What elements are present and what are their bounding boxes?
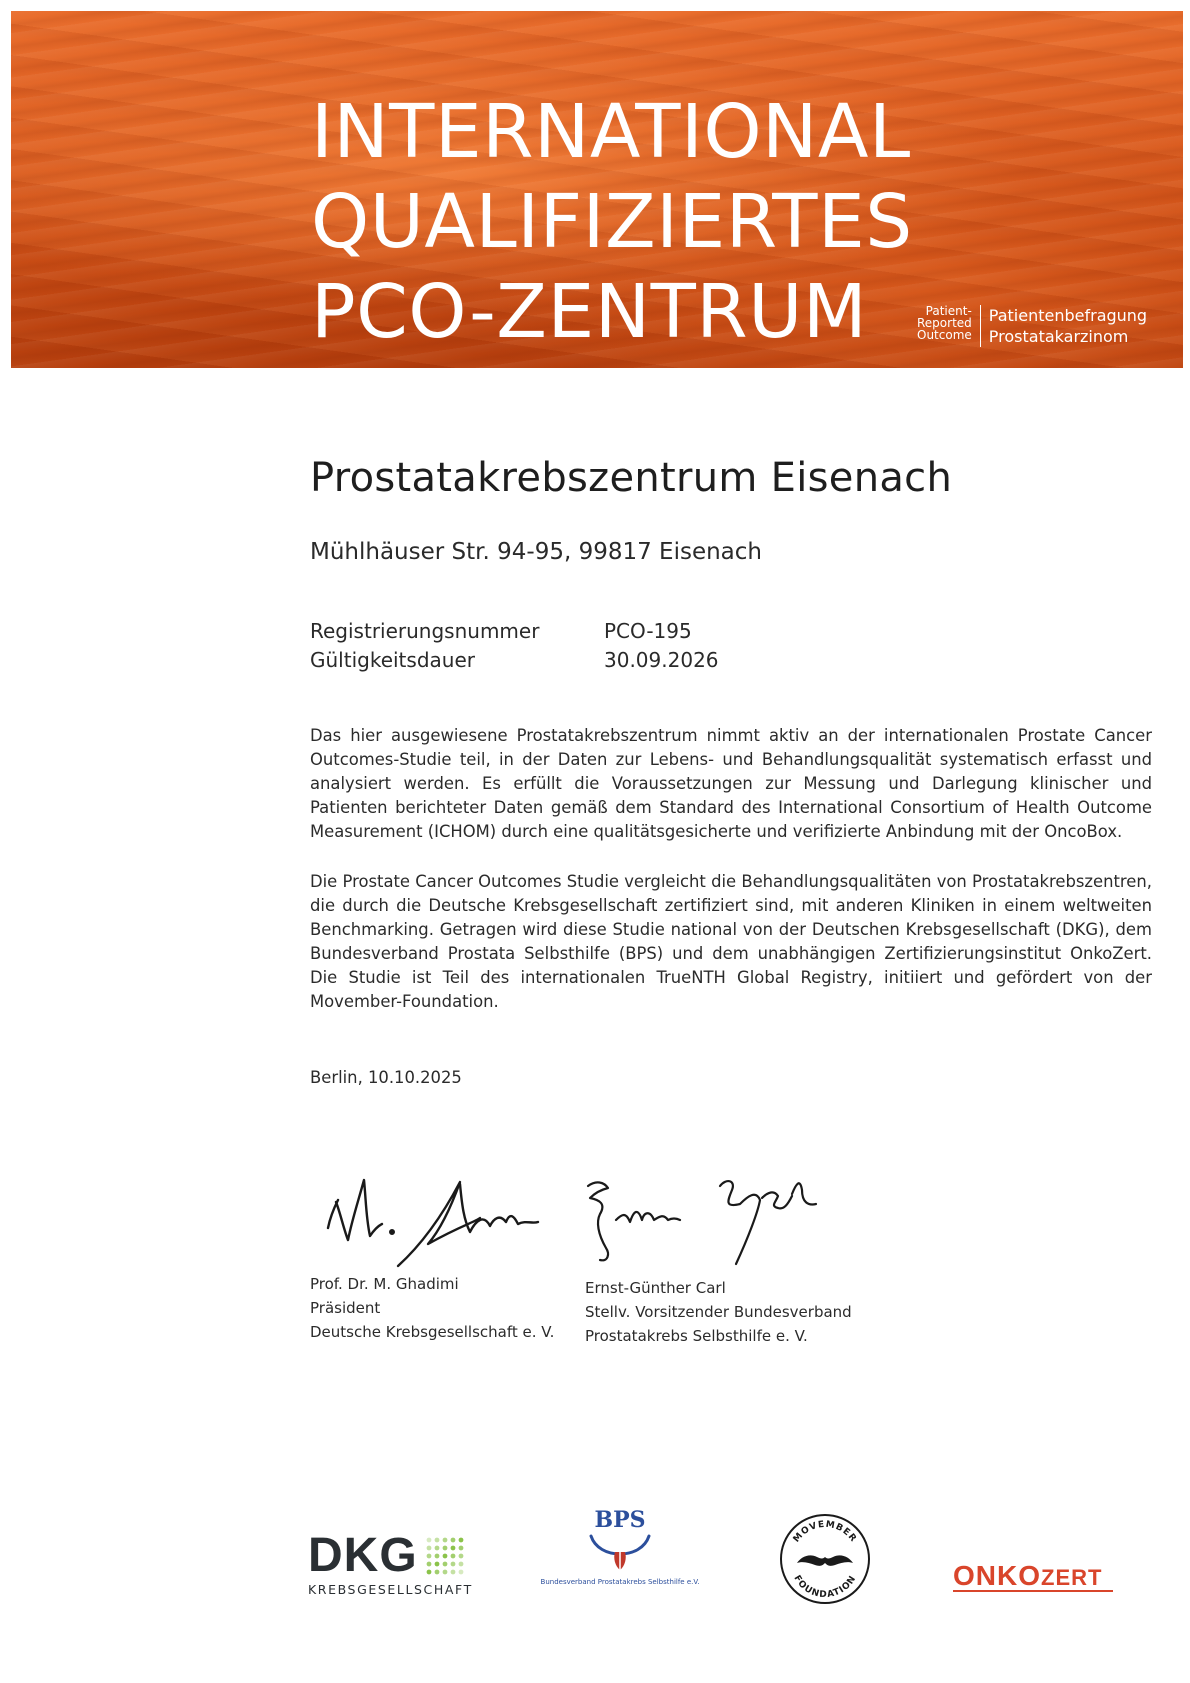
pro-mark	[917, 305, 1147, 347]
movember-foundation-logo	[779, 1513, 871, 1605]
center-name: Prostatakrebszentrum Eisenach	[310, 455, 953, 501]
movember-logo-top-text: MOVEMBER	[791, 1519, 859, 1545]
signatory-2-name: Ernst-Günther Carl	[585, 1279, 726, 1297]
title-line-3: PCO-ZENTRUM	[311, 269, 868, 355]
signature-carl	[588, 1181, 816, 1264]
header-banner	[11, 11, 1183, 368]
pro-mark-right	[981, 305, 1147, 347]
dkg-logo	[308, 1529, 473, 1597]
signatory-1-org: Deutsche Krebsgesellschaft e. V.	[310, 1323, 555, 1341]
pro-mark-left-line-3: Outcome	[917, 328, 972, 342]
registration-table	[310, 619, 910, 677]
signatory-1-name: Prof. Dr. M. Ghadimi	[310, 1275, 459, 1293]
certificate-title	[311, 87, 913, 357]
bps-emblem-icon	[585, 1532, 655, 1572]
movember-logo-bottom-text: FOUNDATION	[791, 1573, 859, 1601]
pro-mark-left-line-1: Patient-	[925, 304, 972, 318]
dkg-logo-word: DKG	[308, 1529, 418, 1582]
title-line-1: INTERNATIONAL	[311, 89, 911, 175]
onkozert-logo	[953, 1560, 1113, 1592]
pro-mark-right-line-1: Patientenbefragung	[988, 306, 1148, 325]
signatory-2-role: Stellv. Vorsitzender Bundesverband	[585, 1303, 852, 1321]
registration-number-row	[310, 619, 910, 648]
title-line-2: QUALIFIZIERTES	[311, 179, 913, 265]
validity-value: 30.09.2026	[604, 648, 719, 672]
validity-label: Gültigkeitsdauer	[310, 648, 475, 672]
signature-ghadimi	[328, 1180, 538, 1266]
body-paragraph-2: Die Prostate Cancer Outcomes Studie vergleicht die Behandlungsqualitäten von Prostatakrebszentren, die durch die Deutsche Krebsgesellschaft zertifiziert sind, mit anderen Kliniken in einem weltweiten Benchmarking. Getragen wird diese Studie national von der Deutschen Krebsgesellschaft (DKG), dem Bundesverband Prostata Selbsthilfe (BPS) und dem unabhängigen Zertifizierungsinstitut OnkoZert. Die Studie ist Teil des internationalen TrueNTH Global Registry, initiiert und gefördert von der Movember-Foundation.	[310, 872, 1152, 1011]
onkozert-logo-word-1: ONKO	[953, 1560, 1041, 1591]
dkg-dot-grid-icon	[425, 1536, 469, 1580]
body-paragraph-1: Das hier ausgewiesene Prostatakrebszentrum nimmt aktiv an der internationalen Prostate Cancer Outcomes-Studie teil, in der Daten zur Lebens- und Behandlungsqualität systematisch erfasst und analysiert werden. Es erfüllt die Voraussetzungen zur Messung und Darlegung klinischer und Patienten berichteter Daten gemäß dem Standard des International Consortium of Health Outcome Measurement (ICHOM) durch eine qualitätsgesicherte und verifizierte Anbindung mit der OncoBox.	[310, 726, 1152, 841]
registration-number-value: PCO-195	[604, 619, 692, 643]
onkozert-logo-word-2: ZERT	[1041, 1565, 1103, 1590]
center-address: Mühlhäuser Str. 94-95, 99817 Eisenach	[310, 539, 763, 565]
pro-mark-left-line-2: Reported	[917, 316, 972, 330]
place-date: Berlin, 10.10.2025	[310, 1068, 462, 1087]
signatory-1-role: Präsident	[310, 1299, 381, 1317]
bps-logo-subtitle: Bundesverband Prostatakrebs Selbsthilfe e.V.	[540, 1578, 700, 1586]
pro-mark-right-line-2: Prostatakarzinom	[988, 327, 1129, 346]
signatures	[300, 1150, 860, 1270]
validity-row	[310, 648, 910, 677]
pro-mark-left	[917, 305, 980, 347]
signatory-2	[585, 1276, 852, 1348]
dkg-logo-subtitle: KREBSGESELLSCHAFT	[308, 1582, 473, 1597]
signatory-1	[310, 1272, 554, 1344]
bps-logo	[530, 1508, 710, 1586]
registration-number-label: Registrierungsnummer	[310, 619, 540, 643]
signatory-2-org: Prostatakrebs Selbsthilfe e. V.	[585, 1327, 808, 1345]
bps-logo-word: BPS	[594, 1507, 646, 1533]
